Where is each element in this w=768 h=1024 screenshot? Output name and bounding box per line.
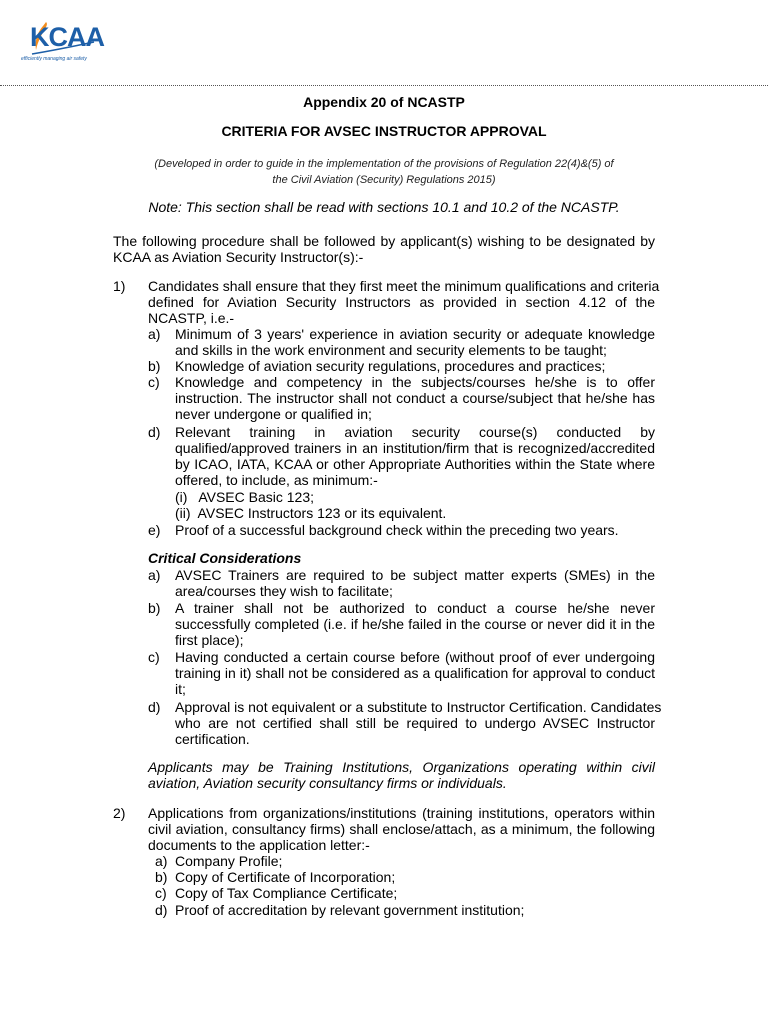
item-label: b) — [148, 600, 161, 616]
section-1-number: 1) — [113, 278, 126, 294]
item-label: c) — [155, 885, 167, 901]
section-1-line: NCASTP, i.e.- — [148, 310, 235, 326]
item-label: d) — [155, 902, 168, 918]
item-label: a) — [148, 567, 161, 583]
section-2-line: documents to the application letter:- — [148, 837, 370, 853]
crit-c-line: Having conducted a certain course before (without proof of ever undergoing — [175, 649, 655, 665]
item-c-line: instruction. The instructor shall not conduct a course/subject that he/she has — [175, 390, 655, 406]
intro-line-1: The following procedure shall be followed by applicant(s) wishing to be designated by — [113, 233, 655, 249]
logo-text: KCAA — [30, 22, 104, 52]
doc-item: Copy of Tax Compliance Certificate; — [175, 885, 398, 901]
intro-line-2: KCAA as Aviation Security Instructor(s):- — [113, 249, 364, 265]
doc-item: Proof of accreditation by relevant government institution; — [175, 902, 525, 918]
crit-b-line: A trainer shall not be authorized to conduct a course he/she never — [175, 600, 655, 616]
section-2-line: Applications from organizations/institutions (training institutions, operators within — [148, 805, 655, 821]
header-divider — [0, 85, 768, 86]
item-label: b) — [148, 358, 161, 374]
applicants-note-line: Applicants may be Training Institutions, Organizations operating within civil — [148, 759, 655, 775]
item-d-line: Relevant training in aviation security course(s) conducted by — [175, 424, 655, 440]
applicants-note-line: aviation, Aviation security consultancy firms or individuals. — [148, 775, 507, 791]
crit-d-line: Approval is not equivalent or a substitute to Instructor Certification. Candidates — [175, 699, 662, 715]
sub-item-ii: (ii) AVSEC Instructors 123 or its equivalent. — [175, 505, 447, 521]
item-label: a) — [155, 853, 168, 869]
sub-item-i: (i) AVSEC Basic 123; — [175, 489, 315, 505]
item-a-line: and skills in the work environment and security elements to be taught; — [175, 342, 607, 358]
item-label: e) — [148, 522, 161, 538]
item-label: a) — [148, 326, 161, 342]
crit-a-line: area/courses they wish to facilitate; — [175, 583, 393, 599]
item-label: d) — [148, 699, 161, 715]
crit-d-line: certification. — [175, 731, 250, 747]
item-label: b) — [155, 869, 168, 885]
section-1-line: defined for Aviation Security Instructors as provided in section 4.12 of the — [148, 294, 655, 310]
crit-c-line: training in it) shall not be considered as a qualification for approval to conduct — [175, 665, 655, 681]
item-d-line: by ICAO, IATA, KCAA or other Appropriate Authorities within the State where — [175, 456, 655, 472]
doc-item: Copy of Certificate of Incorporation; — [175, 869, 396, 885]
critical-considerations-heading: Critical Considerations — [148, 550, 302, 566]
section-2-line: civil aviation, consultancy firms) shall enclose/attach, as a minimum, the following — [148, 821, 655, 837]
item-d-line: qualified/approved trainers in an institution/firm that is recognized/accredited — [175, 440, 655, 456]
page-title: CRITERIA FOR AVSEC INSTRUCTOR APPROVAL — [221, 123, 547, 139]
logo-tagline: efficiently managing air safety — [21, 56, 87, 62]
section-2-number: 2) — [113, 805, 126, 821]
crit-d-line: who are not certified shall still be required to undergo AVSEC Instructor — [175, 715, 655, 731]
appendix-heading: Appendix 20 of NCASTP — [303, 94, 465, 110]
item-c-line: Knowledge and competency in the subjects/courses he/she is to offer — [175, 374, 655, 390]
item-e-line: Proof of a successful background check within the preceding two years. — [175, 522, 619, 538]
note: Note: This section shall be read with sections 10.1 and 10.2 of the NCASTP. — [148, 199, 620, 215]
item-b-line: Knowledge of aviation security regulations, procedures and practices; — [175, 358, 606, 374]
crit-c-line: it; — [175, 681, 186, 697]
subtitle-line-2: the Civil Aviation (Security) Regulations 2015) — [272, 174, 496, 186]
subtitle-line-1: (Developed in order to guide in the implementation of the provisions of Regulation 22(4)&(5) of — [154, 158, 614, 170]
section-1-line: Candidates shall ensure that they first meet the minimum qualifications and criteria — [148, 278, 660, 294]
crit-b-line: successfully completed (i.e. if he/she failed in the course or never did it in the — [175, 616, 655, 632]
kcaa-logo — [16, 20, 104, 66]
item-label: c) — [148, 374, 160, 390]
item-d-line: offered, to include, as minimum:- — [175, 472, 378, 488]
crit-a-line: AVSEC Trainers are required to be subject matter experts (SMEs) in the — [175, 567, 655, 583]
item-label: c) — [148, 649, 160, 665]
crit-b-line: first place); — [175, 632, 244, 648]
item-a-line: Minimum of 3 years' experience in aviation security or adequate knowledge — [175, 326, 655, 342]
doc-item: Company Profile; — [175, 853, 283, 869]
item-label: d) — [148, 424, 161, 440]
item-c-line: never undergone or qualified in; — [175, 406, 372, 422]
